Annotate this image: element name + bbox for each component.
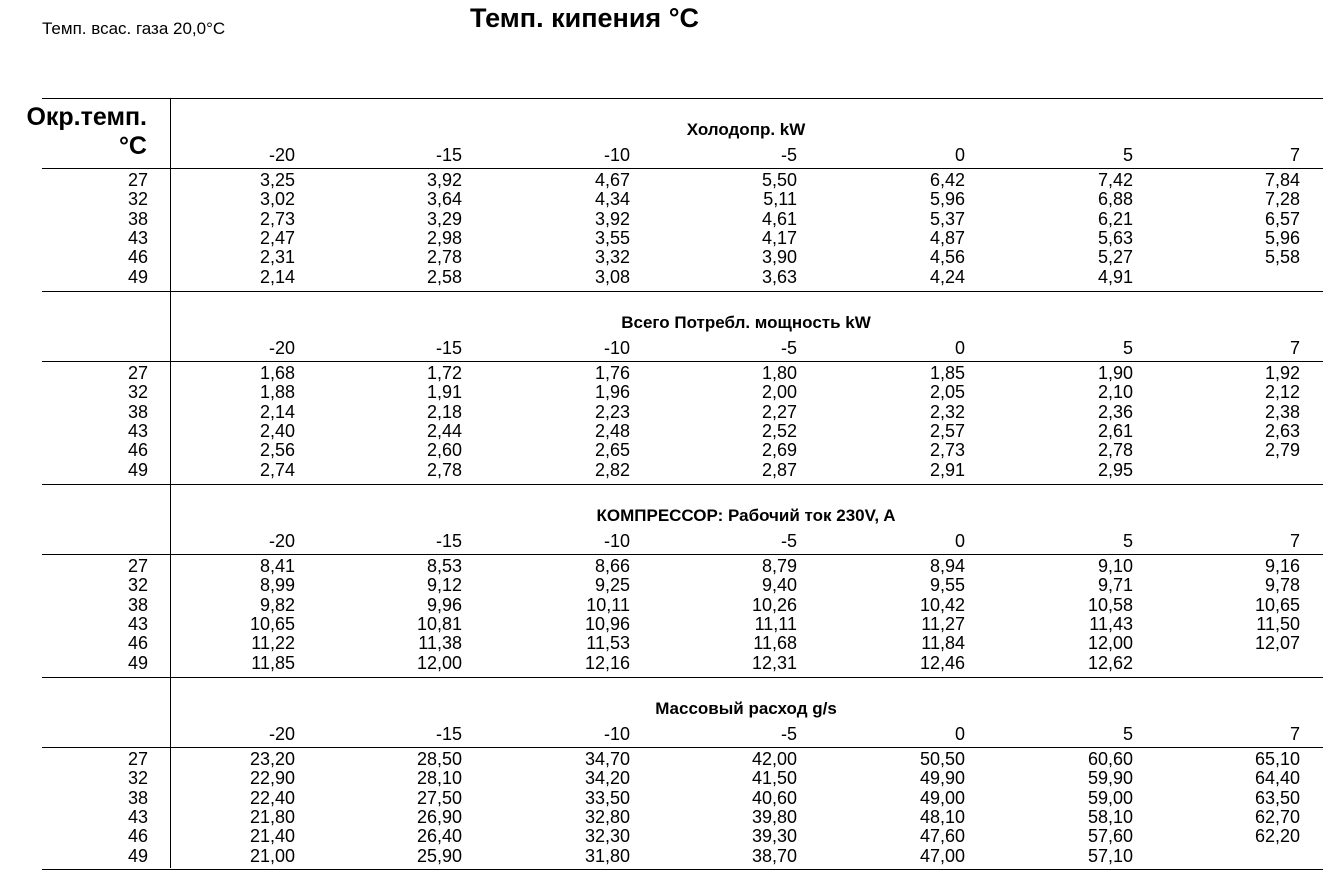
table-cell: 3,92 — [426, 170, 462, 190]
table-cell: 2,87 — [761, 459, 797, 480]
section-title: Массовый расход g/s — [655, 699, 837, 718]
row-label: 38 — [127, 594, 148, 615]
row-label: 49 — [127, 266, 148, 287]
column-header: -10 — [603, 531, 630, 551]
table-cell: 42,00 — [751, 749, 797, 769]
table-cell: 2,31 — [259, 247, 295, 268]
table-cell: 26,40 — [416, 826, 462, 847]
table-cell: 41,50 — [751, 768, 797, 789]
table-cell: 4,24 — [929, 266, 965, 287]
column-header: 5 — [1122, 145, 1133, 165]
table-cell: 11,68 — [753, 633, 797, 654]
table-cell: 2,32 — [929, 401, 965, 422]
table-cell: 27,50 — [416, 787, 462, 808]
table-cell: 1,85 — [929, 363, 965, 383]
table-cell: 10,11 — [586, 594, 630, 615]
table-cell: 10,58 — [1087, 594, 1133, 615]
table-cell: 11,84 — [921, 633, 965, 654]
table-cell: 2,60 — [426, 440, 462, 461]
table-cell: 11,38 — [418, 633, 462, 654]
table-cell: 3,32 — [594, 247, 630, 268]
table-cell: 5,63 — [1097, 227, 1133, 248]
row-label: 43 — [127, 420, 148, 441]
column-header: 0 — [954, 338, 965, 358]
table-cell: 2,27 — [761, 401, 797, 422]
section-title: Холодопр. kW — [686, 120, 806, 139]
table-cell: 60,60 — [1087, 749, 1133, 769]
row-label: 49 — [127, 845, 148, 866]
table-cell: 2,47 — [259, 227, 295, 248]
table-cell: 49,00 — [919, 787, 965, 808]
row-label: 49 — [127, 459, 148, 480]
table-cell: 3,92 — [594, 208, 630, 229]
table-cell: 33,50 — [584, 787, 630, 808]
table-cell: 2,00 — [761, 382, 797, 403]
table-cell: 10,42 — [919, 594, 965, 615]
row-label: 46 — [127, 247, 148, 268]
table-cell: 12,00 — [1087, 633, 1133, 654]
table-cell: 10,81 — [416, 613, 462, 634]
table-cell: 4,91 — [1097, 266, 1133, 287]
row-label: 38 — [127, 401, 148, 422]
table-cell: 2,58 — [426, 266, 462, 287]
section-top-rule — [42, 484, 1323, 485]
column-header: 0 — [954, 145, 965, 165]
table-cell: 32,30 — [584, 826, 630, 847]
row-label: 32 — [127, 382, 148, 403]
row-label: 32 — [127, 575, 148, 596]
table-cell: 11,85 — [251, 652, 295, 673]
table-cell: 8,53 — [426, 556, 462, 576]
table-cell: 2,36 — [1097, 401, 1133, 422]
column-header: -5 — [780, 724, 797, 744]
table-cell: 3,90 — [761, 247, 797, 268]
table-cell: 3,08 — [594, 266, 630, 287]
row-label: 27 — [127, 556, 148, 576]
table-cell: 6,42 — [929, 170, 965, 190]
table-cell: 3,25 — [259, 170, 295, 190]
table-cell: 2,98 — [426, 227, 462, 248]
table-cell: 2,56 — [259, 440, 295, 461]
section-title: Всего Потребл. мощность kW — [621, 313, 871, 332]
table-cell: 2,78 — [1097, 440, 1133, 461]
table-cell: 2,91 — [929, 459, 965, 480]
table-cell: 2,65 — [594, 440, 630, 461]
table-cell: 10,26 — [751, 594, 797, 615]
table-cell: 2,38 — [1264, 401, 1300, 422]
table-cell: 2,48 — [594, 420, 630, 441]
section-top-rule — [42, 98, 1323, 99]
row-label: 43 — [127, 227, 148, 248]
table-cell: 50,50 — [919, 749, 965, 769]
table-cell: 2,61 — [1097, 420, 1133, 441]
table-cell: 12,62 — [1087, 652, 1133, 673]
column-header: 0 — [954, 531, 965, 551]
table-cell: 12,46 — [919, 652, 965, 673]
table-cell: 26,90 — [416, 806, 462, 827]
table-cell: 28,50 — [416, 749, 462, 769]
table-cell: 3,02 — [259, 189, 295, 210]
column-header: -20 — [268, 338, 295, 358]
table-cell: 39,80 — [751, 806, 797, 827]
column-header: 7 — [1289, 145, 1300, 165]
table-cell: 63,50 — [1254, 787, 1300, 808]
table-cell: 2,74 — [259, 459, 295, 480]
table-cell: 7,42 — [1097, 170, 1133, 190]
header-rule — [42, 747, 1323, 748]
table-cell: 23,20 — [249, 749, 295, 769]
row-header-line1: Окр.темп. — [26, 103, 147, 131]
table-cell: 1,90 — [1097, 363, 1133, 383]
table-cell: 47,00 — [919, 845, 965, 866]
column-header: -15 — [435, 338, 462, 358]
table-cell: 22,40 — [249, 787, 295, 808]
table-cell: 8,79 — [761, 556, 797, 576]
table-cell: 11,11 — [754, 613, 797, 634]
table-cell: 6,57 — [1264, 208, 1300, 229]
table-cell: 47,60 — [919, 826, 965, 847]
table-cell: 2,95 — [1097, 459, 1133, 480]
table-cell: 4,87 — [929, 227, 965, 248]
table-cell: 2,05 — [929, 382, 965, 403]
column-header: -20 — [268, 724, 295, 744]
table-cell: 64,40 — [1254, 768, 1300, 789]
column-header: -15 — [435, 145, 462, 165]
table-cell: 1,68 — [259, 363, 295, 383]
row-label: 38 — [127, 787, 148, 808]
row-label: 43 — [127, 806, 148, 827]
table-cell: 5,27 — [1097, 247, 1133, 268]
table-cell: 3,64 — [426, 189, 462, 210]
table-cell: 11,43 — [1089, 613, 1133, 634]
table-cell: 3,29 — [426, 208, 462, 229]
table-cell: 62,20 — [1254, 826, 1300, 847]
table-cell: 21,00 — [249, 845, 295, 866]
row-label: 46 — [127, 440, 148, 461]
table-cell: 8,41 — [259, 556, 295, 576]
table-cell: 10,65 — [249, 613, 295, 634]
table-cell: 9,96 — [426, 594, 462, 615]
table-cell: 40,60 — [751, 787, 797, 808]
column-header: -10 — [603, 338, 630, 358]
page-title: Темп. кипения °C — [470, 3, 699, 33]
header-rule — [42, 554, 1323, 555]
table-cell: 39,30 — [751, 826, 797, 847]
row-label: 46 — [127, 633, 148, 654]
column-header: 5 — [1122, 338, 1133, 358]
table-cell: 34,20 — [584, 768, 630, 789]
table-cell: 12,31 — [751, 652, 797, 673]
row-label: 32 — [127, 768, 148, 789]
column-header: 0 — [954, 724, 965, 744]
table-cell: 59,90 — [1087, 768, 1133, 789]
table-cell: 2,78 — [426, 459, 462, 480]
table-cell: 9,25 — [594, 575, 630, 596]
table-cell: 21,80 — [249, 806, 295, 827]
header-rule — [42, 361, 1323, 362]
vertical-divider — [170, 98, 171, 868]
table-cell: 5,37 — [929, 208, 965, 229]
table-cell: 2,14 — [259, 401, 295, 422]
table-cell: 57,60 — [1087, 826, 1133, 847]
table-cell: 5,96 — [929, 189, 965, 210]
row-label: 27 — [127, 363, 148, 383]
table-cell: 12,00 — [416, 652, 462, 673]
table-cell: 2,73 — [929, 440, 965, 461]
table-cell: 2,14 — [259, 266, 295, 287]
table-cell: 7,84 — [1264, 170, 1300, 190]
table-cell: 2,44 — [426, 420, 462, 441]
table-cell: 1,72 — [426, 363, 462, 383]
table-cell: 28,10 — [416, 768, 462, 789]
table-cell: 11,50 — [1256, 613, 1300, 634]
table-cell: 9,40 — [761, 575, 797, 596]
table-cell: 10,65 — [1254, 594, 1300, 615]
table-cell: 1,80 — [761, 363, 797, 383]
table-cell: 11,53 — [586, 633, 630, 654]
table-cell: 58,10 — [1087, 806, 1133, 827]
row-label: 38 — [127, 208, 148, 229]
column-header: 7 — [1289, 338, 1300, 358]
table-cell: 2,63 — [1264, 420, 1300, 441]
table-bottom-rule — [42, 869, 1323, 870]
table-cell: 49,90 — [919, 768, 965, 789]
column-header: -20 — [268, 145, 295, 165]
table-cell: 12,16 — [584, 652, 630, 673]
table-cell: 7,28 — [1264, 189, 1300, 210]
table-cell: 2,40 — [259, 420, 295, 441]
table-cell: 31,80 — [584, 845, 630, 866]
table-cell: 2,69 — [761, 440, 797, 461]
row-header — [26, 103, 147, 161]
table-cell: 2,52 — [761, 420, 797, 441]
row-label: 27 — [127, 749, 148, 769]
table-cell: 9,10 — [1097, 556, 1133, 576]
table-cell: 1,76 — [594, 363, 630, 383]
table-cell: 2,73 — [259, 208, 295, 229]
table-cell: 2,79 — [1264, 440, 1300, 461]
column-header: -5 — [780, 338, 797, 358]
table-cell: 6,88 — [1097, 189, 1133, 210]
row-label: 49 — [127, 652, 148, 673]
table-cell: 32,80 — [584, 806, 630, 827]
table-cell: 11,27 — [921, 613, 965, 634]
table-cell: 8,94 — [929, 556, 965, 576]
table-cell: 48,10 — [919, 806, 965, 827]
table-cell: 2,57 — [929, 420, 965, 441]
table-cell: 5,58 — [1264, 247, 1300, 268]
column-header: -10 — [603, 145, 630, 165]
table-cell: 65,10 — [1254, 749, 1300, 769]
table-cell: 59,00 — [1087, 787, 1133, 808]
table-cell: 8,99 — [259, 575, 295, 596]
row-header-line2: °C — [118, 132, 147, 160]
table-cell: 11,22 — [251, 633, 295, 654]
table-cell: 4,34 — [594, 189, 630, 210]
table-cell: 1,88 — [259, 382, 295, 403]
table-cell: 4,56 — [929, 247, 965, 268]
table-cell: 9,78 — [1264, 575, 1300, 596]
column-header: -15 — [435, 724, 462, 744]
table-cell: 5,96 — [1264, 227, 1300, 248]
row-label: 27 — [127, 170, 148, 190]
table-cell: 8,66 — [594, 556, 630, 576]
column-header: 7 — [1289, 531, 1300, 551]
table-cell: 3,55 — [594, 227, 630, 248]
table-cell: 4,61 — [761, 208, 797, 229]
section-top-rule — [42, 677, 1323, 678]
table-cell: 3,63 — [761, 266, 797, 287]
table-cell: 38,70 — [751, 845, 797, 866]
table-cell: 21,40 — [249, 826, 295, 847]
table-cell: 9,12 — [426, 575, 462, 596]
column-header: -5 — [780, 531, 797, 551]
table-cell: 2,10 — [1097, 382, 1133, 403]
column-header: -10 — [603, 724, 630, 744]
column-header: -5 — [780, 145, 797, 165]
table-cell: 4,67 — [594, 170, 630, 190]
table-cell: 57,10 — [1087, 845, 1133, 866]
table-cell: 2,82 — [594, 459, 630, 480]
column-header: -20 — [268, 531, 295, 551]
table-cell: 2,12 — [1264, 382, 1300, 403]
header-rule — [42, 168, 1323, 169]
table-cell: 34,70 — [584, 749, 630, 769]
table-cell: 5,11 — [763, 189, 797, 210]
subtitle: Темп. всас. газа 20,0°C — [42, 19, 226, 38]
column-header: 5 — [1122, 724, 1133, 744]
section-top-rule — [42, 291, 1323, 292]
table-cell: 62,70 — [1254, 806, 1300, 827]
table-cell: 6,21 — [1097, 208, 1133, 229]
table-cell: 22,90 — [249, 768, 295, 789]
table-cell: 2,78 — [426, 247, 462, 268]
row-label: 32 — [127, 189, 148, 210]
table-cell: 12,07 — [1254, 633, 1300, 654]
table-cell: 5,50 — [761, 170, 797, 190]
column-header: -15 — [435, 531, 462, 551]
table-cell: 9,55 — [929, 575, 965, 596]
table-cell: 2,23 — [594, 401, 630, 422]
table-cell: 25,90 — [416, 845, 462, 866]
table-cell: 9,82 — [259, 594, 295, 615]
table-cell: 1,96 — [594, 382, 630, 403]
table-cell: 4,17 — [761, 227, 797, 248]
row-label: 43 — [127, 613, 148, 634]
table-cell: 10,96 — [584, 613, 630, 634]
table-cell: 2,18 — [426, 401, 462, 422]
column-header: 7 — [1289, 724, 1300, 744]
table-cell: 1,92 — [1264, 363, 1300, 383]
column-header: 5 — [1122, 531, 1133, 551]
row-label: 46 — [127, 826, 148, 847]
table-cell: 9,16 — [1264, 556, 1300, 576]
section-title: КОМПРЕССОР: Рабочий ток 230V, A — [596, 506, 896, 525]
table-cell: 1,91 — [426, 382, 462, 403]
table-cell: 9,71 — [1097, 575, 1133, 596]
